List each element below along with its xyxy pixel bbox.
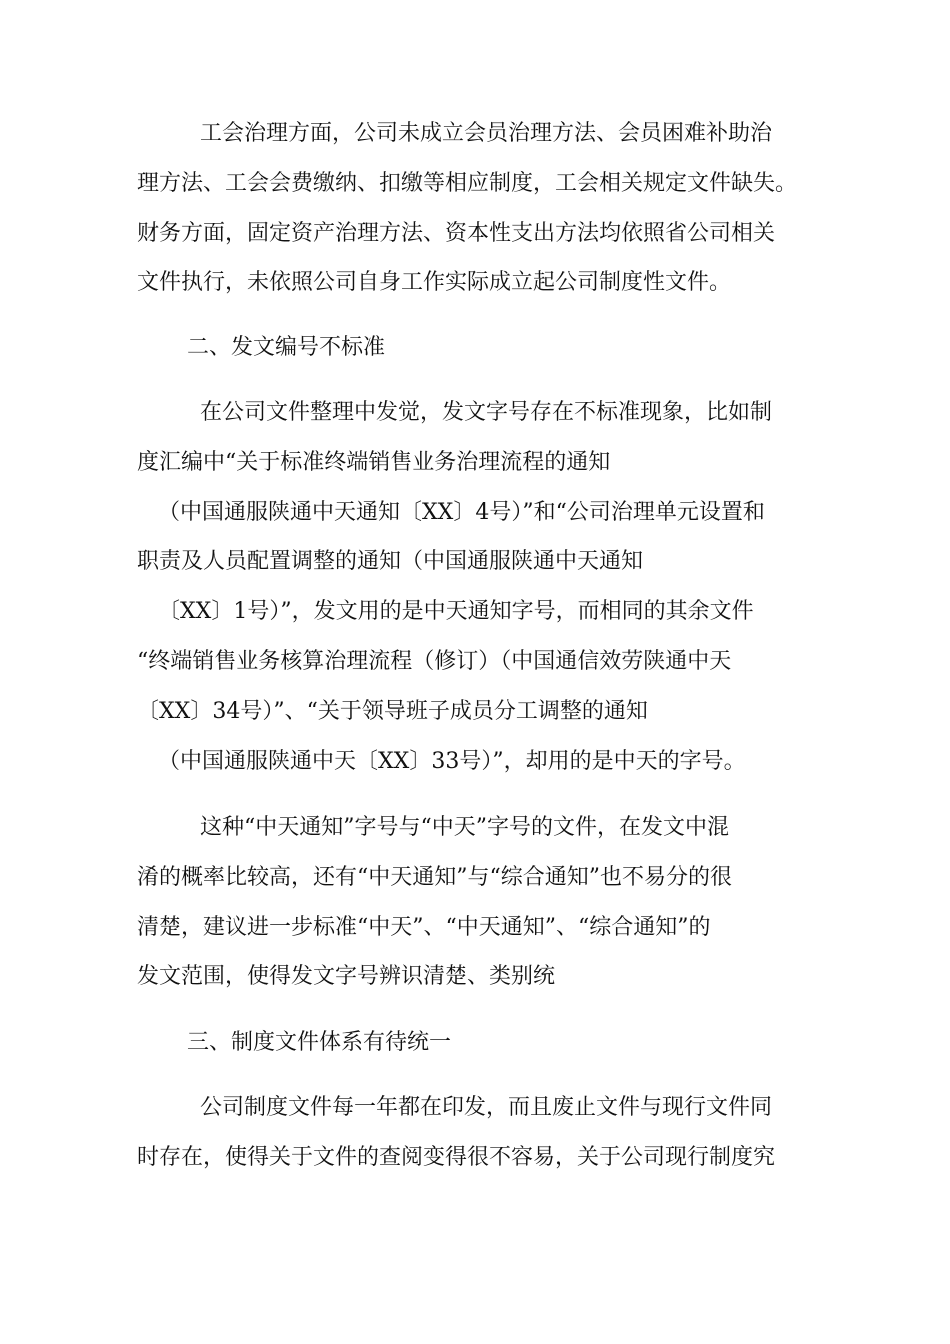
paragraph-2-line-8: （中国通服陕通中天〔XX〕33号）”，却用的是中天的字号。 (158, 749, 746, 774)
paragraph-2-line-1: 在公司文件整理中发觉，发文字号存在不标准现象，比如制 (200, 400, 773, 425)
paragraph-2-line-3: （中国通服陕通中天通知〔XX〕4号）”和“公司治理单元设置和 (158, 500, 765, 525)
paragraph-2-line-6: “终端销售业务核算治理流程（修订）（中国通信效劳陕通中天 (137, 649, 732, 674)
paragraph-4-line-2: 时存在，使得关于文件的查阅变得很不容易，关于公司现行制度究 (137, 1145, 776, 1170)
paragraph-1-line-2: 理方法、工会会费缴纳、扣缴等相应制度，工会相关规定文件缺失。 (137, 171, 798, 196)
paragraph-3-line-3: 清楚，建议进一步标准“中天”、“中天通知”、“综合通知”的 (137, 915, 711, 940)
paragraph-3-line-2: 淆的概率比较高，还有“中天通知”与“综合通知”也不易分的很 (137, 865, 732, 890)
paragraph-1-line-4: 文件执行，未依照公司自身工作实际成立起公司制度性文件。 (137, 270, 732, 295)
paragraph-2-line-7: 〔XX〕34号）”、“关于领导班子成员分工调整的通知 (137, 699, 648, 724)
section-heading-2: 二、发文编号不标准 (187, 335, 386, 360)
paragraph-3-line-4: 发文范围，使得发文字号辨识清楚、类别统 (137, 964, 556, 989)
paragraph-2-line-5: 〔XX〕1号）”，发文用的是中天通知字号，而相同的其余文件 (158, 599, 754, 624)
paragraph-1-line-1: 工会治理方面，公司未成立会员治理方法、会员困难补助治 (200, 121, 773, 146)
paragraph-2-line-4: 职责及人员配置调整的通知（中国通服陕通中天通知 (137, 549, 644, 574)
paragraph-3-line-1: 这种“中天通知”字号与“中天”字号的文件，在发文中混 (200, 815, 729, 840)
paragraph-2-line-2: 度汇编中“关于标准终端销售业务治理流程的通知 (137, 450, 611, 475)
paragraph-1-line-3: 财务方面，固定资产治理方法、资本性支出方法均依照省公司相关 (137, 221, 776, 246)
paragraph-4-line-1: 公司制度文件每一年都在印发，而且废止文件与现行文件同 (200, 1095, 773, 1120)
section-heading-3: 三、制度文件体系有待统一 (187, 1030, 452, 1055)
